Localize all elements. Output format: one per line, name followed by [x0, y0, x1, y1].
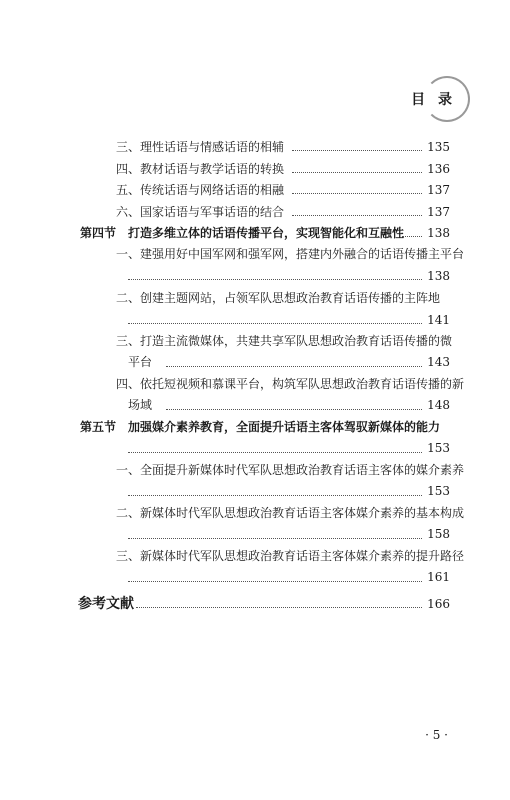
toc-entry-label: 三、理性话语与情感话语的相辅 — [116, 140, 285, 154]
toc-entry-page: 138 — [427, 226, 450, 240]
toc-entry-page: 148 — [427, 398, 450, 412]
leader-dots — [128, 279, 422, 280]
toc-entry[interactable] — [0, 376, 510, 416]
leader-dots — [402, 236, 422, 237]
toc-entry-label: 六、国家话语与军事话语的结合 — [116, 205, 285, 219]
toc-entry[interactable] — [0, 246, 510, 286]
leader-dots — [292, 150, 422, 151]
leader-dots — [292, 215, 422, 216]
toc-entry-label: 三、打造主流微媒体，共建共享军队思想政治教育话语传播的微 — [116, 334, 453, 348]
toc-entry-label: 五、传统话语与网络话语的相融 — [116, 183, 285, 197]
toc-entry-page: 136 — [427, 162, 450, 176]
toc-section-entry[interactable] — [0, 419, 510, 459]
leader-dots — [292, 193, 422, 194]
toc-entry-page: 141 — [427, 313, 450, 327]
toc-entry-page: 153 — [427, 484, 450, 498]
toc-entry-page: 166 — [427, 597, 450, 611]
toc-entry-page: 137 — [427, 183, 450, 197]
toc-entry[interactable] — [0, 462, 510, 502]
toc-entry-page: 135 — [427, 140, 450, 154]
toc-entry-page: 143 — [427, 355, 450, 369]
toc-entry[interactable] — [0, 548, 510, 588]
toc-title: 目 录 — [411, 92, 456, 108]
leader-dots — [292, 172, 422, 173]
toc-entry-page: 138 — [427, 269, 450, 283]
toc-entry-label: 一、建强用好中国军网和强军网，搭建内外融合的话语传播主平台 — [116, 247, 465, 261]
section-number: 第四节 — [80, 226, 117, 240]
toc-entry-page: 153 — [427, 441, 450, 455]
leader-dots — [128, 581, 422, 582]
leader-dots — [166, 409, 422, 410]
references-title: 参考文献 — [78, 596, 134, 612]
toc-header — [390, 76, 470, 122]
page-number: · 5 · — [425, 728, 448, 742]
leader-dots — [136, 607, 422, 608]
leader-dots — [128, 452, 422, 453]
toc-entry-label-continued: 场域 — [128, 398, 153, 412]
toc-entry-label: 四、依托短视频和慕课平台，构筑军队思想政治教育话语传播的新 — [116, 377, 465, 391]
toc-entry[interactable] — [0, 333, 510, 373]
section-number: 第五节 — [80, 420, 117, 434]
toc-entry[interactable] — [0, 290, 510, 330]
toc-entry-page: 158 — [427, 527, 450, 541]
toc-entry-label: 三、新媒体时代军队思想政治教育话语主客体媒介素养的提升路径 — [116, 549, 465, 563]
toc-entry-label: 二、创建主题网站，占领军队思想政治教育话语传播的主阵地 — [116, 291, 441, 305]
toc-entry-page: 137 — [427, 205, 450, 219]
toc-entry-label: 一、全面提升新媒体时代军队思想政治教育话语主客体的媒介素养 — [116, 463, 465, 477]
section-title: 加强媒介素养教育，全面提升话语主客体驾驭新媒体的能力 — [128, 420, 441, 434]
toc-entry-label-continued: 平台 — [128, 355, 153, 369]
toc-entry-label: 二、新媒体时代军队思想政治教育话语主客体媒介素养的基本构成 — [116, 506, 465, 520]
leader-dots — [166, 366, 422, 367]
toc-entry[interactable] — [0, 505, 510, 545]
section-title: 打造多维立体的话语传播平台，实现智能化和互融性 — [128, 226, 405, 240]
leader-dots — [128, 538, 422, 539]
toc-entry-page: 161 — [427, 570, 450, 584]
toc-entry-label: 四、教材话语与教学话语的转换 — [116, 162, 285, 176]
leader-dots — [128, 495, 422, 496]
leader-dots — [128, 323, 422, 324]
